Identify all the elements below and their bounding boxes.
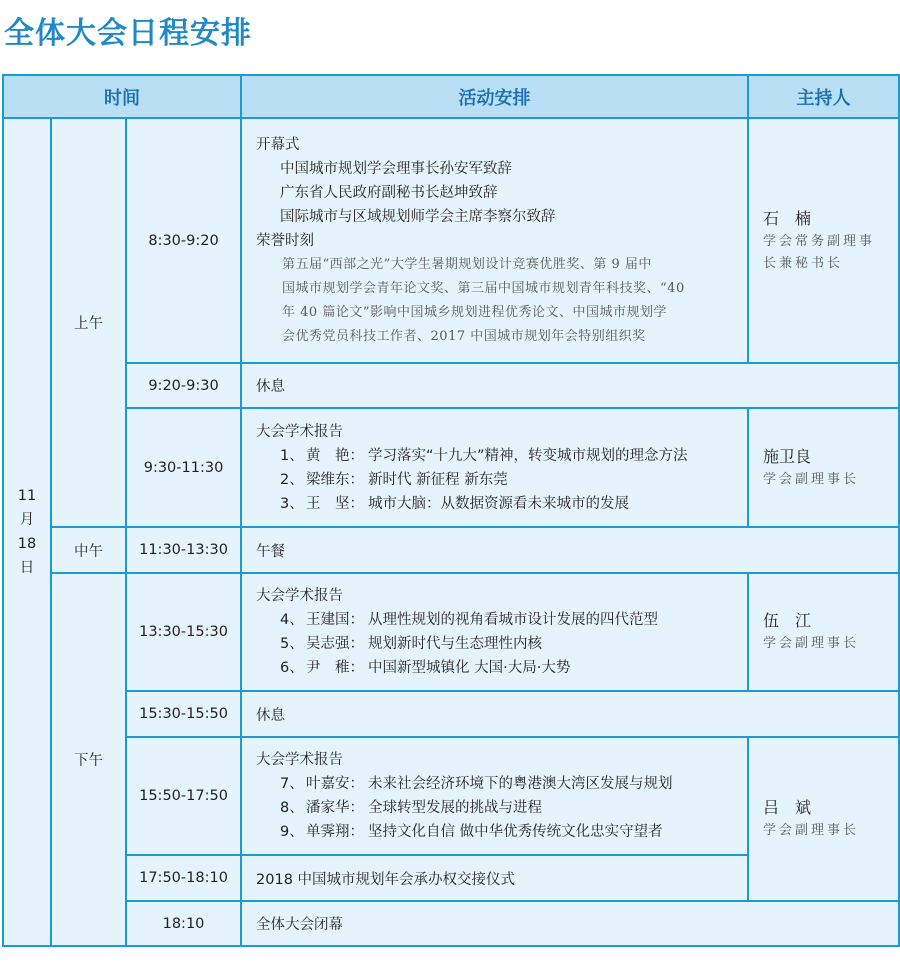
table-row <box>3 363 899 408</box>
activity-cell: 休息 <box>241 363 899 408</box>
period-noon: 中午 <box>51 527 126 573</box>
table-row <box>3 691 899 737</box>
report-item: 7、 叶嘉安： 未来社会经济环境下的粤港澳大湾区发展与规划 <box>280 776 673 792</box>
host-name: 石 楠 <box>763 208 812 228</box>
report-item: 9、 单霁翔： 坚持文化自信 做中华优秀传统文化忠实守望者 <box>280 824 663 840</box>
host-cell <box>748 118 899 363</box>
host-title: 学会副理事长 <box>763 636 860 651</box>
header-activity: 活动安排 <box>241 75 748 118</box>
table-row <box>3 737 899 855</box>
host-name: 吕 斌 <box>763 798 812 817</box>
schedule-table <box>2 74 900 947</box>
activity-cell: 全体大会闭幕 <box>241 901 899 946</box>
report-item: 4、 王建国： 从理性规划的视角看城市设计发展的四代范型 <box>280 612 659 628</box>
date-day-unit: 日 <box>19 560 35 576</box>
date-day: 18 <box>17 536 37 552</box>
header-host: 主持人 <box>748 75 899 118</box>
host-name: 施卫良 <box>763 446 812 466</box>
time-cell: 17:50-18:10 <box>126 855 241 901</box>
host-title: 长兼秘书长 <box>763 255 844 271</box>
honor-line: 年 40 篇论文”影响中国城乡规划进程优秀论文、中国城市规划学 <box>282 304 667 320</box>
honor-text <box>256 253 747 349</box>
host-title: 学会副理事长 <box>763 823 860 838</box>
host-cell <box>748 408 899 527</box>
report-item: 1、 黄 艳： 学习落实“十九大”精神，转变城市规划的理念方法 <box>280 447 688 464</box>
opening-title: 开幕式 <box>256 136 300 153</box>
date-month: 11 <box>17 488 37 504</box>
host-cell <box>748 737 899 901</box>
time-cell: 15:50-17:50 <box>126 737 241 855</box>
period-afternoon: 下午 <box>51 573 126 946</box>
report-title: 大会学术报告 <box>256 752 344 768</box>
honor-line: 国城市规划学会青年论文奖、第三届中国城市规划青年科技奖、“40 <box>282 280 685 296</box>
date-month-unit: 月 <box>19 512 35 528</box>
honor-line: 第五届“西部之光”大学生暑期规划设计竞赛优胜奖、第 9 届中 <box>282 256 652 272</box>
activity-cell: 休息 <box>241 691 899 737</box>
report-item: 5、 吴志强： 规划新时代与生态理性内核 <box>280 636 543 652</box>
time-cell: 8:30-9:20 <box>126 118 241 363</box>
time-cell: 13:30-15:30 <box>126 573 241 691</box>
report-item: 6、 尹 稚： 中国新型城镇化 大国·大局·大势 <box>280 660 571 676</box>
table-row <box>3 118 899 363</box>
page-title: 全体大会日程安排 <box>4 16 252 51</box>
table-row <box>3 527 899 573</box>
host-cell <box>748 573 899 691</box>
table-row <box>3 901 899 946</box>
host-name: 伍 江 <box>763 611 812 630</box>
opening-item: 国际城市与区域规划师学会主席李察尔致辞 <box>280 208 556 225</box>
activity-reports <box>241 573 748 691</box>
activity-opening <box>241 118 748 363</box>
period-morning: 上午 <box>51 118 126 527</box>
opening-item: 中国城市规划学会理事长孙安军致辞 <box>280 160 513 177</box>
opening-item: 广东省人民政府副秘书长赵坤致辞 <box>280 184 498 201</box>
host-title: 学会副理事长 <box>763 471 860 487</box>
header-row <box>3 75 899 118</box>
honor-line: 会优秀党员科技工作者、2017 中国城市规划年会特别组织奖 <box>282 328 646 344</box>
time-cell: 11:30-13:30 <box>126 527 241 573</box>
report-item: 3、 王 坚： 城市大脑：从数据资源看未来城市的发展 <box>280 495 630 512</box>
table-row <box>3 573 899 691</box>
activity-reports <box>241 737 748 855</box>
report-item: 8、 潘家华： 全球转型发展的挑战与进程 <box>280 800 543 816</box>
time-cell: 9:20-9:30 <box>126 363 241 408</box>
time-cell: 18:10 <box>126 901 241 946</box>
header-time: 时间 <box>3 75 241 118</box>
activity-cell: 2018 中国城市规划年会承办权交接仪式 <box>241 855 748 901</box>
report-item: 2、 梁维东： 新时代 新征程 新东莞 <box>280 471 508 488</box>
time-cell: 9:30-11:30 <box>126 408 241 527</box>
date-cell <box>3 118 51 946</box>
host-title: 学会常务副理事 <box>763 233 876 249</box>
table-row <box>3 408 899 527</box>
honor-title: 荣誉时刻 <box>256 232 315 249</box>
report-title: 大会学术报告 <box>256 423 344 440</box>
report-title: 大会学术报告 <box>256 588 344 604</box>
activity-reports <box>241 408 748 527</box>
time-cell: 15:30-15:50 <box>126 691 241 737</box>
activity-cell: 午餐 <box>241 527 899 573</box>
